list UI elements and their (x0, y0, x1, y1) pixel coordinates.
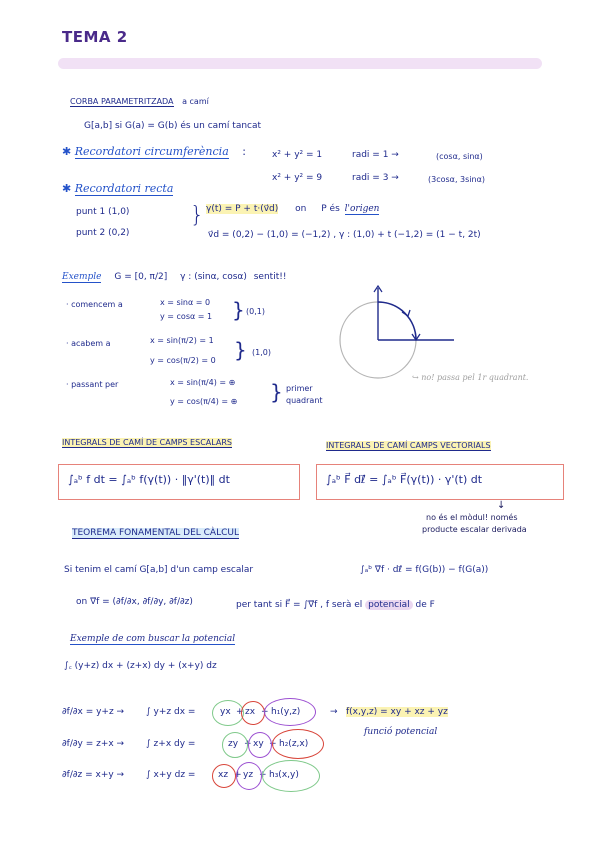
recta-formula-row (206, 204, 379, 214)
teorema-title-text: TEOREMA FONAMENTAL DEL CÀLCUL (72, 528, 239, 538)
vector-formula: ∫ₐᵇ F⃗ dℓ⃗ = ∫ₐᵇ F⃗(γ(t)) · γ'(t) dt (326, 473, 483, 486)
circ-param1: (cosα, sinα) (436, 152, 483, 161)
exemple1-b3-brace: } (270, 380, 283, 404)
exemple2-title-text: Exemple de com buscar la potencial (70, 634, 236, 644)
row2-term-c: h₂(z,x) (279, 739, 309, 749)
row1-term-c: h₁(y,z) (271, 707, 301, 717)
exemple1-b3-res1: primer (286, 384, 313, 393)
quarter-arc (378, 302, 416, 340)
ring-red (272, 729, 324, 759)
exemple1-b2-eq2: y = cos(π/2) = 0 (150, 356, 216, 365)
ring-purple (264, 698, 316, 726)
exemple1-b2-brace: } (234, 338, 247, 362)
teorema-potencial: potencial (365, 600, 412, 610)
exemple1-b2-eq1: x = sin(π/2) = 1 (150, 336, 214, 345)
circ-radi1: radi = 1 → (352, 150, 399, 160)
circ-colon: : (242, 145, 246, 158)
recta-line2: v⃗d = (0,2) − (1,0) = (−1,2) , γ : (1,0) + t (−1,2) = (1 − t, 2t) (208, 230, 481, 240)
row2-plus1: + (244, 739, 252, 749)
recta-punt2: punt 2 (0,2) (76, 228, 130, 238)
exemple1-b2-label: · acabem a (66, 339, 111, 348)
ring-red (241, 701, 265, 725)
vector-note2: producte escalar derivada (422, 525, 527, 534)
scalar-title (62, 438, 232, 447)
row1-term-a: yx (220, 707, 231, 717)
corba-heading-tail: a camí (182, 97, 209, 106)
exemple1-gamma: γ : (sinα, cosα) (180, 272, 247, 282)
recta-origen: l'origen (344, 204, 380, 214)
row3-plus1: + (234, 770, 242, 780)
circ-radi2: radi = 3 → (352, 173, 399, 183)
row3-lhs: ∂f/∂z = x+y → (62, 770, 125, 780)
exemple2-integral: ∫꜀ (y+z) dx + (z+x) dy + (x+y) dz (64, 661, 217, 671)
teorema-line2b: per tant si F⃗ = ∫∇⃗f , f serà el (236, 600, 363, 610)
exemple1-b3-label: · passant per (66, 380, 119, 389)
exemple1-note-text: no! passa pel 1r quadrant. (421, 373, 529, 382)
vector-note1: no és el mòdul! només (426, 513, 518, 522)
recta-p: P és (321, 204, 340, 214)
ring-green (222, 732, 248, 758)
ring-red (212, 764, 236, 788)
exemple1-label: Exemple (62, 272, 102, 282)
corba-heading (70, 97, 209, 106)
row2-term-b: xy (253, 739, 264, 749)
circ-heading (62, 146, 246, 159)
scalar-formula: ∫ₐᵇ f dt = ∫ₐᵇ f(γ(t)) · ‖γ'(t)‖ dt (68, 473, 230, 486)
exemple1-range: G = [0, π/2] (114, 272, 168, 282)
row1-int: ∫ y+z dx = (146, 707, 196, 717)
result-text: f(x,y,z) = xy + xz + yz (346, 707, 448, 717)
row1-term-b: zx (245, 707, 256, 717)
row3-term-b: yz (243, 770, 254, 780)
ring-green (262, 760, 320, 792)
exemple1-sentit: sentit!! (253, 272, 287, 282)
row2-term-a: zy (228, 739, 239, 749)
down-arrow-icon: ↓ (497, 500, 506, 511)
teorema-line2-row (236, 600, 435, 610)
row1-plus2: + (261, 707, 269, 717)
exemple1-b3-res2: quadrant (286, 396, 323, 405)
exemple1-b1-eq1: x = sinα = 0 (160, 298, 211, 307)
row1-plus1: + (236, 707, 244, 717)
exemple1-b1-eq2: y = cosα = 1 (160, 312, 213, 321)
circ-eq2: x² + y² = 9 (272, 173, 323, 183)
result-arrow: → (330, 707, 338, 717)
circ-label: Recordatori circumferència (74, 145, 229, 158)
scalar-title-text: INTEGRALS DE CAMÍ DE CAMPS ESCALARS (62, 438, 232, 447)
row1-lhs: ∂f/∂x = y+z → (62, 707, 125, 717)
title-highlight-bar (58, 58, 542, 69)
vector-title (326, 441, 491, 450)
exemple1-b3-eq2: y = cos(π/4) = ⊕ (170, 397, 238, 406)
exemple1-b3-eq1: x = sin(π/4) = ⊕ (170, 378, 236, 387)
exemple1-b2-res: (1,0) (252, 348, 271, 357)
teorema-title (72, 528, 239, 538)
exemple2-title (70, 634, 235, 644)
exemple1-b1-label: · comencem a (66, 300, 123, 309)
row2-int: ∫ z+x dy = (146, 739, 196, 749)
exemple1-row (62, 272, 286, 282)
row3-term-c: h₃(x,y) (269, 770, 299, 780)
teorema-line1b: ∫ₐᵇ ∇⃗f · dℓ⃗ = f(G(b)) − f(G(a)) (360, 565, 489, 575)
recta-formula: γ(t) = P + t·(v⃗d) (206, 204, 279, 214)
recta-brace: } (190, 203, 204, 228)
circ-param2: (3cosα, 3sinα) (428, 175, 485, 184)
recta-on: on (295, 204, 307, 214)
circ-eq1: x² + y² = 1 (272, 150, 323, 160)
vector-title-text: INTEGRALS DE CAMÍ CAMPS VECTORIALS (326, 441, 491, 450)
teorema-line2c: de F (415, 600, 435, 610)
star-icon: ✱ (62, 182, 72, 195)
exemple1-b1-brace: } (232, 298, 245, 322)
ring-purple (248, 732, 272, 758)
result (346, 707, 448, 717)
star-icon: ✱ (62, 145, 72, 158)
corba-heading-text: CORBA PARAMETRITZADA (70, 97, 174, 106)
row3-int: ∫ x+y dz = (146, 770, 196, 780)
row3-term-a: xz (218, 770, 229, 780)
exemple1-note (412, 373, 528, 382)
recta-label: Recordatori recta (74, 182, 174, 195)
result-label: funció potencial (364, 727, 438, 737)
quarter-circle-diagram (338, 282, 462, 386)
teorema-line1a: Si tenim el camí G[a,b] d'un camp escalar (64, 565, 254, 575)
row2-plus2: + (269, 739, 277, 749)
exemple1-b1-res: (0,1) (246, 307, 265, 316)
page-title: TEMA 2 (62, 28, 128, 46)
row2-lhs: ∂f/∂y = z+x → (62, 739, 125, 749)
recta-heading (62, 183, 173, 196)
recta-punt1: punt 1 (1,0) (76, 207, 130, 217)
note-arrow-icon: ↪ (412, 373, 419, 382)
row3-plus2: + (259, 770, 267, 780)
ring-green (212, 700, 244, 726)
corba-line: G[a,b] si G(a) = G(b) és un camí tancat (84, 121, 262, 131)
teorema-line2a: on ∇⃗f = (∂f/∂x, ∂f/∂y, ∂f/∂z) (76, 597, 193, 607)
ring-purple (236, 762, 262, 790)
